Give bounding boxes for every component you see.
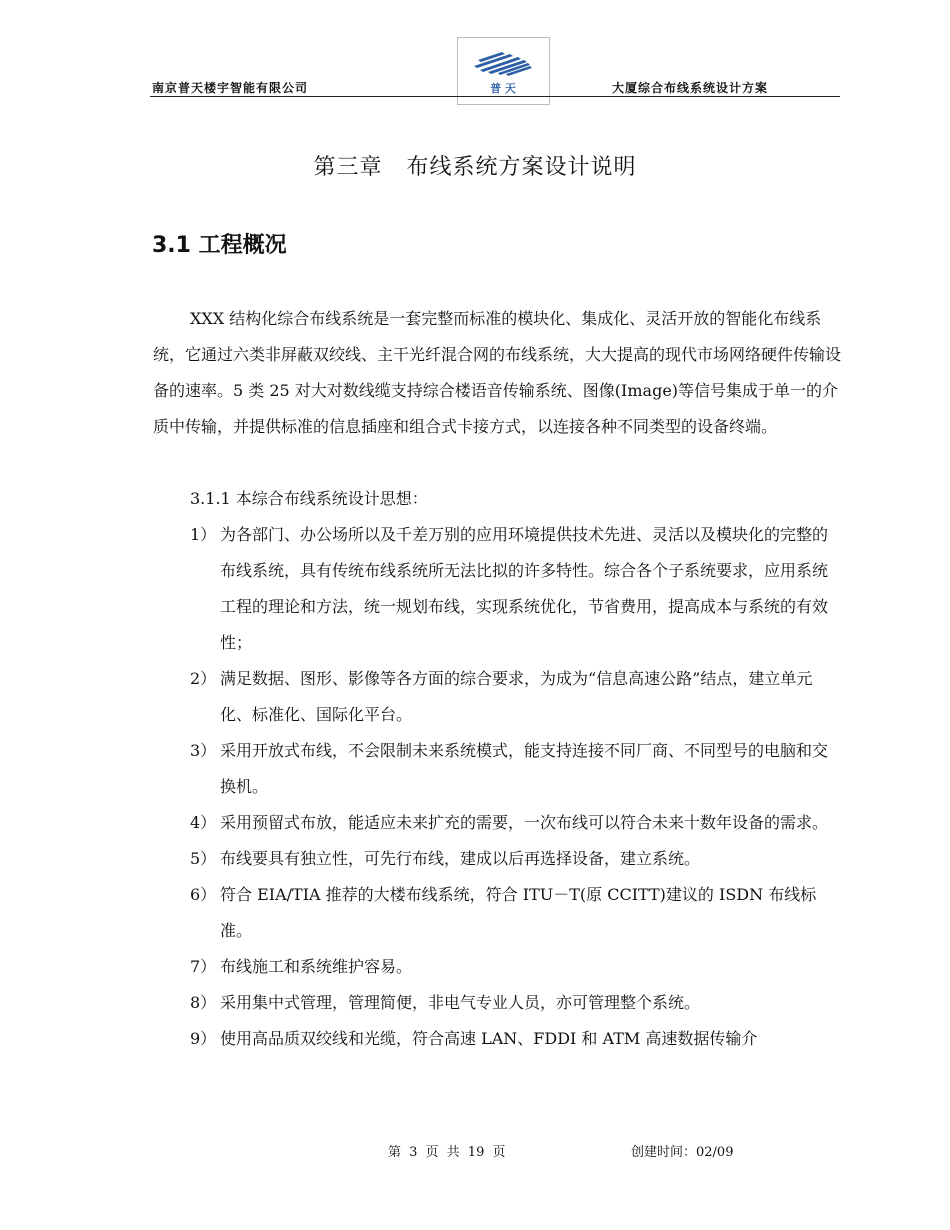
list-item-text: 满足数据、图形、影像等各方面的综合要求，为成为“信息高速公路”结点，建立单元化、标准化、国际化平台。 <box>220 669 813 724</box>
list-item-text: 布线要具有独立性，可先行布线，建成以后再选择设备，建立系统。 <box>220 849 701 868</box>
list-item-number: 9） <box>190 1029 217 1048</box>
chapter-number: 第三章 <box>313 155 383 180</box>
list-item <box>190 805 842 841</box>
page-number: 第 3 页 共 19 页 <box>388 1145 506 1160</box>
list-item <box>190 841 842 877</box>
list-item-text: 采用开放式布线，不会限制未来系统模式，能支持连接不同厂商、不同型号的电脑和交换机。 <box>220 741 829 796</box>
list-item <box>190 733 842 805</box>
list-item <box>190 661 842 733</box>
chapter-heading <box>0 150 950 181</box>
list-item <box>190 517 842 661</box>
company-logo <box>457 37 550 105</box>
list-item <box>190 985 842 1021</box>
list-item-number: 1） <box>190 525 217 544</box>
chapter-title: 布线系统方案设计说明 <box>406 155 637 180</box>
logo-text: 普 天 <box>490 82 516 95</box>
list-item <box>190 877 842 949</box>
list-item-text: 采用集中式管理，管理简便，非电气专业人员，亦可管理整个系统。 <box>220 993 701 1012</box>
list-item-number: 8） <box>190 993 217 1012</box>
list-item-text: 布线施工和系统维护容易。 <box>220 957 413 976</box>
section-heading: 3.1 工程概况 <box>152 233 287 258</box>
list-item-text: 符合 EIA/TIA 推荐的大楼布线系统，符合 ITU－T(原 CCITT)建议的 ISDN 布线标准。 <box>220 885 817 940</box>
header-company-name: 南京普天楼宇智能有限公司 <box>152 81 309 95</box>
header-divider <box>150 96 840 97</box>
list-item-number: 7） <box>190 957 217 976</box>
list-item-number: 6） <box>190 885 217 904</box>
list-item <box>190 1021 842 1057</box>
creation-date: 创建时间：02/09 <box>631 1145 734 1160</box>
logo-stripes-icon <box>474 52 532 76</box>
list-item-number: 4） <box>190 813 217 832</box>
list-item-number: 2） <box>190 669 217 688</box>
design-principles-list <box>190 517 842 1057</box>
list-item-text: 使用高品质双绞线和光缆，符合高速 LAN、FDDI 和 ATM 高速数据传输介 <box>220 1029 758 1048</box>
list-item-text: 为各部门、办公场所以及千差万别的应用环境提供技术先进、灵活以及模块化的完整的布线系统，具有传统布线系统所无法比拟的许多特性。综合各个子系统要求，应用系统工程的理论和方法，统一规划布线，实现系统优化，节省费用，提高成本与系统的有效性； <box>220 525 829 652</box>
list-item-text: 采用预留式布放，能适应未来扩充的需要，一次布线可以符合未来十数年设备的需求。 <box>220 813 829 832</box>
list-item <box>190 949 842 985</box>
intro-paragraph: XXX 结构化综合布线系统是一套完整而标准的模块化、集成化、灵活开放的智能化布线系统，它通过六类非屏蔽双绞线、主干光纤混合网的布线系统，大大提高的现代市场网络硬件传输设备的速率。5 类 25 对大对数线缆支持综合楼语音传输系统、图像(Image)等信号集成于单一的介质中传输，并提供标准的信息插座和组合式卡接方式，以连接各种不同类型的设备终端。 <box>153 309 842 436</box>
header-document-title: 大厦综合布线系统设计方案 <box>612 81 769 95</box>
list-item-number: 5） <box>190 849 217 868</box>
list-item-number: 3） <box>190 741 217 760</box>
subsection-heading: 3.1.1 本综合布线系统设计思想： <box>190 489 428 508</box>
